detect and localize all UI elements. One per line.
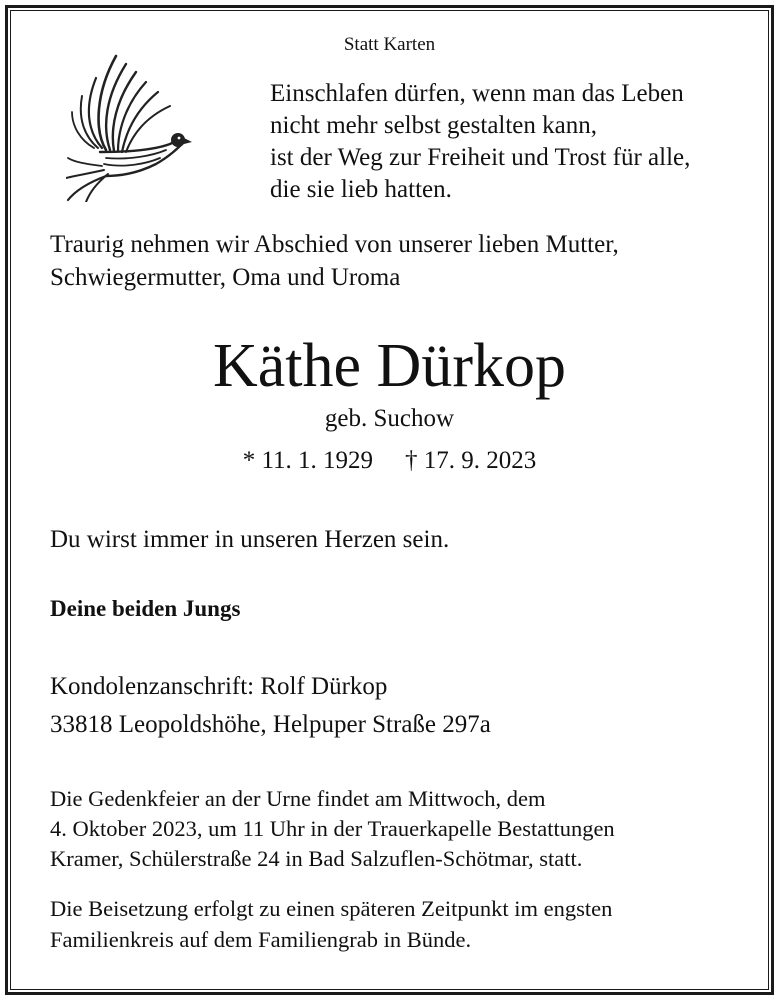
poem-line: die sie lieb hatten.	[270, 176, 452, 203]
poem-line: ist der Weg zur Freiheit und Trost für alle,	[270, 144, 691, 171]
ceremony-line: Kramer, Schülerstraße 24 in Bad Salzuflen-Schötmar, statt.	[50, 846, 583, 871]
poem-line: Einschlafen dürfen, wenn man das Leben	[270, 80, 684, 107]
birth-date: * 11. 1. 1929	[242, 447, 374, 474]
signature: Deine beiden Jungs	[50, 596, 241, 621]
deceased-name: Käthe Dürkop	[213, 332, 566, 400]
motto: Du wirst immer in unseren Herzen sein.	[50, 526, 450, 553]
burial-line: Familienkreis auf dem Familiengrab in Bünde.	[50, 927, 472, 952]
poem-line: nicht mehr selbst gestalten kann,	[270, 112, 598, 139]
farewell-intro	[50, 228, 619, 294]
condolence-address	[50, 668, 491, 744]
death-date: † 17. 9. 2023	[405, 447, 537, 474]
poem	[270, 78, 690, 206]
statt-karten-label: Statt Karten	[343, 34, 436, 55]
dove-icon	[66, 52, 192, 202]
burial-line: Die Beisetzung erfolgt zu einen späteren Zeitpunkt im engsten	[50, 896, 613, 921]
burial-notice	[50, 893, 612, 955]
birth-name: geb. Suchow	[324, 405, 455, 432]
ceremony-notice	[50, 784, 615, 874]
life-dates	[0, 445, 779, 477]
ceremony-line: Die Gedenkfeier an der Urne findet am Mittwoch, dem	[50, 786, 546, 811]
condolence-line: 33818 Leopoldshöhe, Helpuper Straße 297a	[50, 711, 491, 738]
intro-line: Schwiegermutter, Oma und Uroma	[50, 264, 401, 291]
intro-line: Traurig nehmen wir Abschied von unserer lieben Mutter,	[50, 231, 619, 258]
condolence-line: Kondolenzanschrift: Rolf Dürkop	[50, 673, 388, 700]
ceremony-line: 4. Oktober 2023, um 11 Uhr in der Trauerkapelle Bestattungen	[50, 816, 615, 841]
